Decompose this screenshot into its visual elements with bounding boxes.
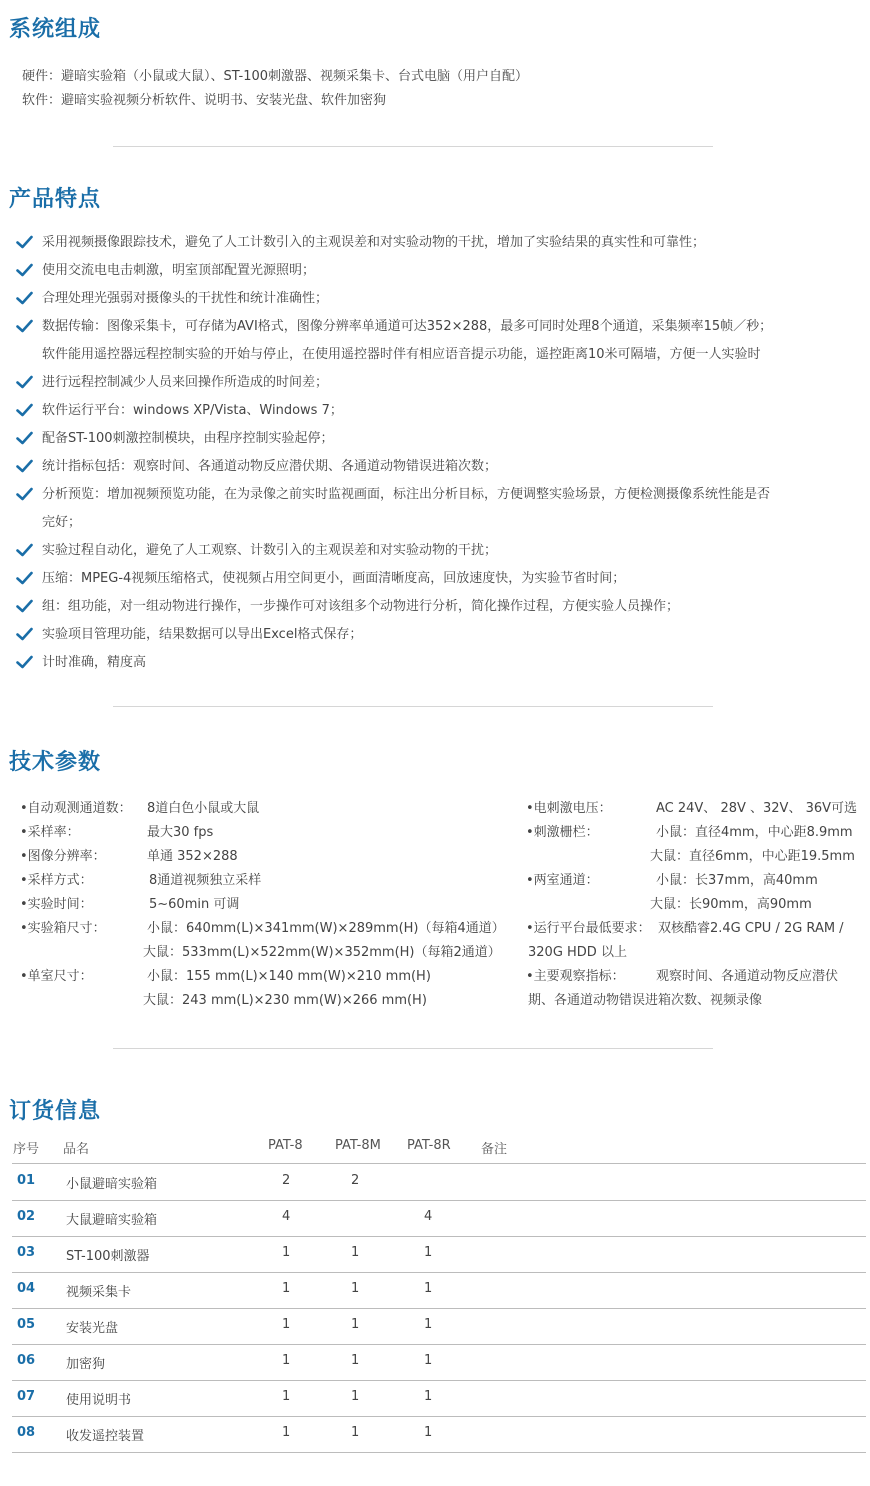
spec-label: •单室尺寸： [20, 969, 93, 984]
product-name-cell: 收发遥控装置 [66, 1429, 145, 1444]
quantity-cell: 1 [351, 1389, 360, 1404]
quantity-cell: 2 [282, 1173, 291, 1188]
check-icon [16, 291, 33, 305]
table-row [12, 1416, 866, 1453]
check-icon [16, 263, 33, 277]
row-index: 03 [17, 1245, 36, 1260]
spec-value: 小鼠：直径4mm，中心距8.9mm [656, 825, 853, 840]
quantity-cell: 1 [424, 1425, 433, 1440]
feature-text: 合理处理光强弱对摄像头的干扰性和统计准确性； [42, 291, 329, 306]
row-index: 07 [17, 1389, 36, 1404]
row-index: 06 [17, 1353, 36, 1368]
check-icon [16, 627, 33, 641]
spec-label: •自动观测通道数： [20, 801, 132, 816]
product-name-cell: 视频采集卡 [66, 1285, 132, 1300]
check-icon [16, 403, 33, 417]
spec-label: •两室通道： [526, 873, 599, 888]
spec-value-continued: 320G HDD 以上 [528, 945, 627, 960]
section-divider [113, 146, 713, 147]
quantity-cell: 1 [282, 1281, 291, 1296]
feature-text: 完好； [42, 515, 82, 530]
table-row [12, 1308, 866, 1345]
col-header-index: 序号 [13, 1142, 40, 1157]
check-icon [16, 235, 33, 249]
table-row [12, 1272, 866, 1309]
quantity-cell: 1 [351, 1281, 360, 1296]
composition-heading: 系统组成 [9, 17, 102, 42]
check-icon [16, 459, 33, 473]
quantity-cell: 1 [351, 1353, 360, 1368]
check-icon [16, 571, 33, 585]
col-header-pat8m: PAT-8M [335, 1138, 381, 1153]
spec-value: 观察时间、各通道动物反应潜伏 [656, 969, 839, 984]
feature-text: 分析预览：增加视频预览功能，在为录像之前实时监视画面，标注出分析目标，方便调整实验场景，方便检测摄像系统性能是否 [42, 487, 771, 502]
table-row [12, 1200, 866, 1237]
check-icon [16, 319, 33, 333]
row-index: 05 [17, 1317, 36, 1332]
table-row [12, 1380, 866, 1417]
quantity-cell: 1 [282, 1425, 291, 1440]
col-header-pat8r: PAT-8R [407, 1138, 451, 1153]
spec-value: 双核酷睿2.4G CPU / 2G RAM / [658, 921, 844, 936]
spec-label: •刺激栅栏： [526, 825, 599, 840]
table-row [12, 1344, 866, 1381]
spec-value: 最大30 fps [147, 825, 214, 840]
quantity-cell: 1 [424, 1245, 433, 1260]
spec-value: 单通 352×288 [147, 849, 238, 864]
check-icon [16, 431, 33, 445]
quantity-cell: 2 [351, 1173, 360, 1188]
order-heading: 订货信息 [9, 1099, 102, 1124]
row-index: 01 [17, 1173, 36, 1188]
spec-value: 小鼠：640mm(L)×341mm(W)×289mm(H)（每箱4通道） [147, 921, 505, 936]
hardware-line: 硬件：避暗实验箱（小鼠或大鼠）、ST-100刺激器、视频采集卡、台式电脑（用户自配） [22, 69, 529, 84]
spec-label: •主要观察指标： [526, 969, 625, 984]
product-name-cell: 大鼠避暗实验箱 [66, 1213, 158, 1228]
feature-text: 软件运行平台：windows XP/Vista、Windows 7； [42, 403, 343, 418]
spec-value: 小鼠：长37mm，高40mm [656, 873, 818, 888]
spec-value-continued: 期、各通道动物错误进箱次数、视频录像 [528, 993, 763, 1008]
check-icon [16, 375, 33, 389]
row-index: 08 [17, 1425, 36, 1440]
spec-value: 5~60min 可调 [149, 897, 240, 912]
quantity-cell: 1 [424, 1389, 433, 1404]
feature-text: 组：组功能，对一组动物进行操作，一步操作可对该组多个动物进行分析，简化操作过程，方便实验人员操作； [42, 599, 680, 614]
product-name-cell: 加密狗 [66, 1357, 106, 1372]
spec-value: 大鼠：533mm(L)×522mm(W)×352mm(H)（每箱2通道） [143, 945, 501, 960]
feature-text: 配备ST-100刺激控制模块，由程序控制实验起停； [42, 431, 334, 446]
feature-text: 实验过程自动化，避免了人工观察、计数引入的主观误差和对实验动物的干扰； [42, 543, 498, 558]
quantity-cell: 1 [282, 1353, 291, 1368]
spec-value: AC 24V、 28V 、32V、 36V可选 [656, 801, 858, 816]
quantity-cell: 1 [351, 1317, 360, 1332]
quantity-cell: 1 [282, 1245, 291, 1260]
check-icon [16, 543, 33, 557]
quantity-cell: 1 [282, 1389, 291, 1404]
spec-label: •运行平台最低要求： [526, 921, 651, 936]
quantity-cell: 1 [424, 1353, 433, 1368]
spec-value: 小鼠：155 mm(L)×140 mm(W)×210 mm(H) [147, 969, 431, 984]
quantity-cell: 1 [282, 1317, 291, 1332]
check-icon [16, 487, 33, 501]
feature-text: 实验项目管理功能，结果数据可以导出Excel格式保存； [42, 627, 363, 642]
product-name-cell: 安装光盘 [66, 1321, 119, 1336]
quantity-cell: 1 [424, 1317, 433, 1332]
spec-label: •实验时间： [20, 897, 93, 912]
col-header-remark: 备注 [481, 1142, 508, 1157]
quantity-cell: 1 [351, 1245, 360, 1260]
table-row [12, 1236, 866, 1273]
features-heading: 产品特点 [9, 187, 102, 212]
quantity-cell: 4 [424, 1209, 433, 1224]
feature-text: 计时准确，精度高 [42, 655, 147, 670]
quantity-cell: 4 [282, 1209, 291, 1224]
spec-value: 大鼠：243 mm(L)×230 mm(W)×266 mm(H) [143, 993, 427, 1008]
spec-label: •采样率： [20, 825, 80, 840]
section-divider [113, 706, 713, 707]
software-line: 软件：避暗实验视频分析软件、说明书、安装光盘、软件加密狗 [22, 93, 387, 108]
product-name-cell: 使用说明书 [66, 1393, 132, 1408]
check-icon [16, 655, 33, 669]
section-divider [113, 1048, 713, 1049]
spec-value: 8通道视频独立采样 [149, 873, 262, 888]
spec-label: •采样方式： [20, 873, 93, 888]
spec-value: 8道白色小鼠或大鼠 [147, 801, 260, 816]
feature-text: 数据传输：图像采集卡，可存储为AVI格式，图像分辨率单通道可达352×288，最多可同时处理8个通道，采集频率15帧／秒； [42, 319, 773, 334]
feature-text: 统计指标包括：观察时间、各通道动物反应潜伏期、各通道动物错误进箱次数； [42, 459, 498, 474]
col-header-name: 品名 [63, 1142, 90, 1157]
spec-label: •图像分辨率： [20, 849, 106, 864]
spec-value: 大鼠：长90mm，高90mm [650, 897, 812, 912]
spec-label: •实验箱尺寸： [20, 921, 106, 936]
spec-label: •电刺激电压： [526, 801, 612, 816]
row-index: 04 [17, 1281, 36, 1296]
spec-value: 大鼠：直径6mm，中心距19.5mm [650, 849, 855, 864]
row-index: 02 [17, 1209, 36, 1224]
product-name-cell: 小鼠避暗实验箱 [66, 1177, 158, 1192]
feature-text: 软件能用遥控器远程控制实验的开始与停止，在使用遥控器时伴有相应语音提示功能，遥控距离10米可隔墙，方便一人实验时 [42, 347, 761, 362]
feature-text: 使用交流电电击刺激，明室顶部配置光源照明； [42, 263, 316, 278]
quantity-cell: 1 [424, 1281, 433, 1296]
col-header-pat8: PAT-8 [268, 1138, 303, 1153]
feature-text: 采用视频摄像跟踪技术，避免了人工计数引入的主观误差和对实验动物的干扰，增加了实验结果的真实性和可靠性； [42, 235, 706, 250]
specs-heading: 技术参数 [9, 750, 102, 775]
check-icon [16, 599, 33, 613]
feature-text: 压缩：MPEG-4视频压缩格式，使视频占用空间更小，画面清晰度高，回放速度快，为实验节省时间； [42, 571, 626, 586]
product-name-cell: ST-100刺激器 [66, 1249, 150, 1264]
quantity-cell: 1 [351, 1425, 360, 1440]
feature-text: 进行远程控制减少人员来回操作所造成的时间差； [42, 375, 329, 390]
table-row [12, 1164, 866, 1201]
